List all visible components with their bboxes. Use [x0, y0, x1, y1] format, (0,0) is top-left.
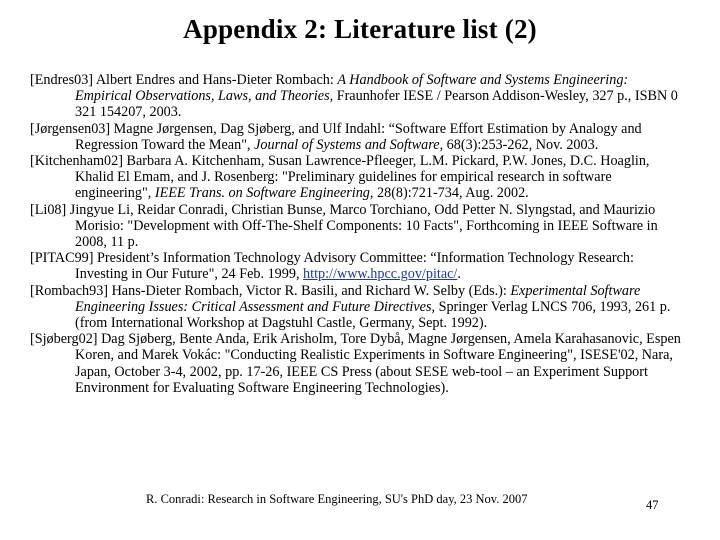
reference-journal: IEEE Trans. on Software Engineering: [154, 185, 370, 202]
reference-key: [PITAC99]: [30, 250, 94, 267]
reference-key: [Li08]: [30, 201, 67, 218]
reference-rest: , 68(3):253-262, Nov. 2003.: [439, 136, 599, 153]
reference-authors: Magne Jørgensen, Dag Sjøberg, and Ulf Indahl: “Software Effort Estimation by Analogy and Regression Toward the Mean",: [75, 120, 642, 153]
reference-item: [30, 202, 688, 251]
page-number: 47: [646, 498, 659, 512]
reference-rest: , 28(8):721-734, Aug. 2002.: [369, 185, 529, 202]
reference-authors: Jingyue Li, Reidar Conradi, Christian Bunse, Marco Torchiano, Odd Petter N. Slyngstad, and Maurizio Morisio: "Development with Off-The-Shelf Components: 10 Facts", Forthcoming in IEEE Software in 2008, 11 p.: [69, 201, 658, 251]
reference-key: [Endres03]: [30, 72, 94, 88]
reference-key: [Jørgensen03]: [30, 120, 111, 137]
reference-list: [30, 72, 688, 396]
footer-text: R. Conradi: Research in Software Engineering, SU's PhD day, 23 Nov. 2007: [146, 492, 528, 506]
reference-journal: Journal of Systems and Software: [254, 136, 440, 153]
reference-authors: Hans-Dieter Rombach, Victor R. Basili, and Richard W. Selby (Eds.):: [111, 282, 511, 299]
reference-item: [30, 72, 688, 121]
reference-item: [30, 283, 688, 332]
reference-key: [Rombach93]: [30, 282, 109, 299]
reference-authors: Dag Sjøberg, Bente Anda, Erik Arisholm, Tore Dybå, Magne Jørgensen, Amela Karahasanovic, Espen Koren, and Marek Vokác: "Conducting Realistic Experiments in Software Engineering", ISESE'02, Nara, Japan, October 3-4, 2002, pp. 17-26, IEEE CS Press (about SESE web-tool – an Experiment Support Environment for Evaluating Software Engineering Technologies).: [75, 331, 681, 396]
reference-title: Experimental Software Engineering Issues: Critical Assessment and Future Directives: [75, 282, 641, 315]
reference-item: [30, 331, 688, 396]
reference-authors: Barbara A. Kitchenham, Susan Lawrence-Pfleeger, L.M. Pickard, P.W. Jones, D.C. Hoaglin, Khalid El Emam, and J. Rosenberg: "Preliminary guidelines for empirical research in software engineering",: [75, 153, 650, 202]
reference-key: [Kitchenham02]: [30, 153, 123, 170]
reference-item: [30, 153, 688, 202]
reference-link[interactable]: http://www.hpcc.gov/pitac/: [303, 266, 458, 283]
page-title: Appendix 2: Literature list (2): [183, 14, 537, 44]
reference-title: A Handbook of Software and Systems Engineering: Empirical Observations, Laws, and Theories: [75, 72, 629, 105]
reference-item: [30, 121, 688, 153]
reference-authors: President’s Information Technology Advisory Committee: “Information Technology Research: Investing in Our Future", 24 Feb. 1999,: [75, 250, 634, 283]
reference-item: [30, 250, 688, 282]
reference-rest: , Fraunhofer IESE / Pearson Addison-Wesley, 327 p., ISBN 0 321 154207, 2003.: [75, 88, 678, 121]
reference-authors: Albert Endres and Hans-Dieter Rombach:: [95, 72, 338, 88]
reference-rest: .: [457, 266, 461, 283]
reference-rest: , Springer Verlag LNCS 706, 1993, 261 p. (from International Workshop at Dagstuhl Castle, Germany, Sept. 1992).: [75, 298, 671, 332]
reference-key: [Sjøberg02]: [30, 331, 98, 348]
